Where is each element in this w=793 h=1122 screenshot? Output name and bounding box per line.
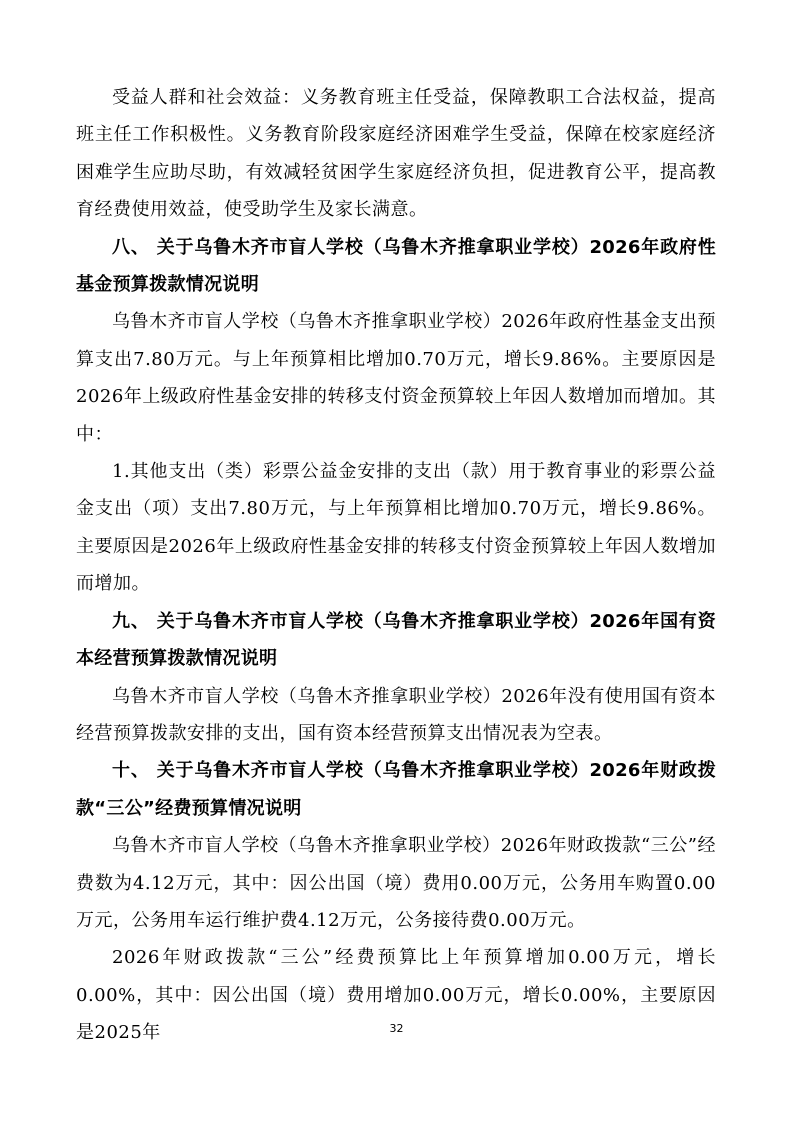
heading-section-10: 十、 关于乌鲁木齐市盲人学校（乌鲁木齐推拿职业学校）2026年财政拨款“三公”经费预算情况说明 xyxy=(76,760,716,819)
paragraph-state-capital: 乌鲁木齐市盲人学校（乌鲁木齐推拿职业学校）2026年没有使用国有资本经营预算拨款安排的支出，国有资本经营预算支出情况表为空表。 xyxy=(76,685,716,744)
heading-section-9: 九、 关于乌鲁木齐市盲人学校（乌鲁木齐推拿职业学校）2026年国有资本经营预算拨款情况说明 xyxy=(76,610,716,670)
paragraph-gov-fund-item-1: 1.其他支出（类）彩票公益金安排的支出（款）用于教育事业的彩票公益金支出（项）支出7.80万元，与上年预算相比增加0.70万元，增长9.86%。主要原因是2026年上级政府性基金安排的转移支付资金预算较上年因人数增加而增加。 xyxy=(76,461,716,595)
heading-section-8: 八、 关于乌鲁木齐市盲人学校（乌鲁木齐推拿职业学校）2026年政府性基金预算拨款情况说明 xyxy=(76,236,716,296)
page-number: 32 xyxy=(389,1022,404,1035)
paragraph-three-public-total: 乌鲁木齐市盲人学校（乌鲁木齐推拿职业学校）2026年财政拨款“三公”经费数为4.12万元，其中：因公出国（境）费用0.00万元，公务用车购置0.00万元，公务用车运行维护费4.12万元，公务接待费0.00万元。 xyxy=(76,835,716,931)
paragraph-three-public-change: 2026年财政拨款“三公”经费预算比上年预算增加0.00万元，增长0.00%，其中：因公出国（境）费用增加0.00万元，增长0.00%，主要原因是2025年 xyxy=(76,947,716,1044)
document-body xyxy=(76,79,716,1052)
paragraph-beneficiaries: 受益人群和社会效益：义务教育班主任受益，保障教职工合法权益，提高班主任工作积极性。义务教育阶段家庭经济困难学生受益，保障在校家庭经济困难学生应助尽助，有效减轻贫困学生家庭经济负担，促进教育公平，提高教育经费使用效益，使受助学生及家长满意。 xyxy=(76,87,716,221)
paragraph-gov-fund-summary: 乌鲁木齐市盲人学校（乌鲁木齐推拿职业学校）2026年政府性基金支出预算支出7.80万元。与上年预算相比增加0.70万元，增长9.86%。主要原因是2026年上级政府性基金安排的转移支付资金预算较上年因人数增加而增加。其中： xyxy=(76,311,716,445)
